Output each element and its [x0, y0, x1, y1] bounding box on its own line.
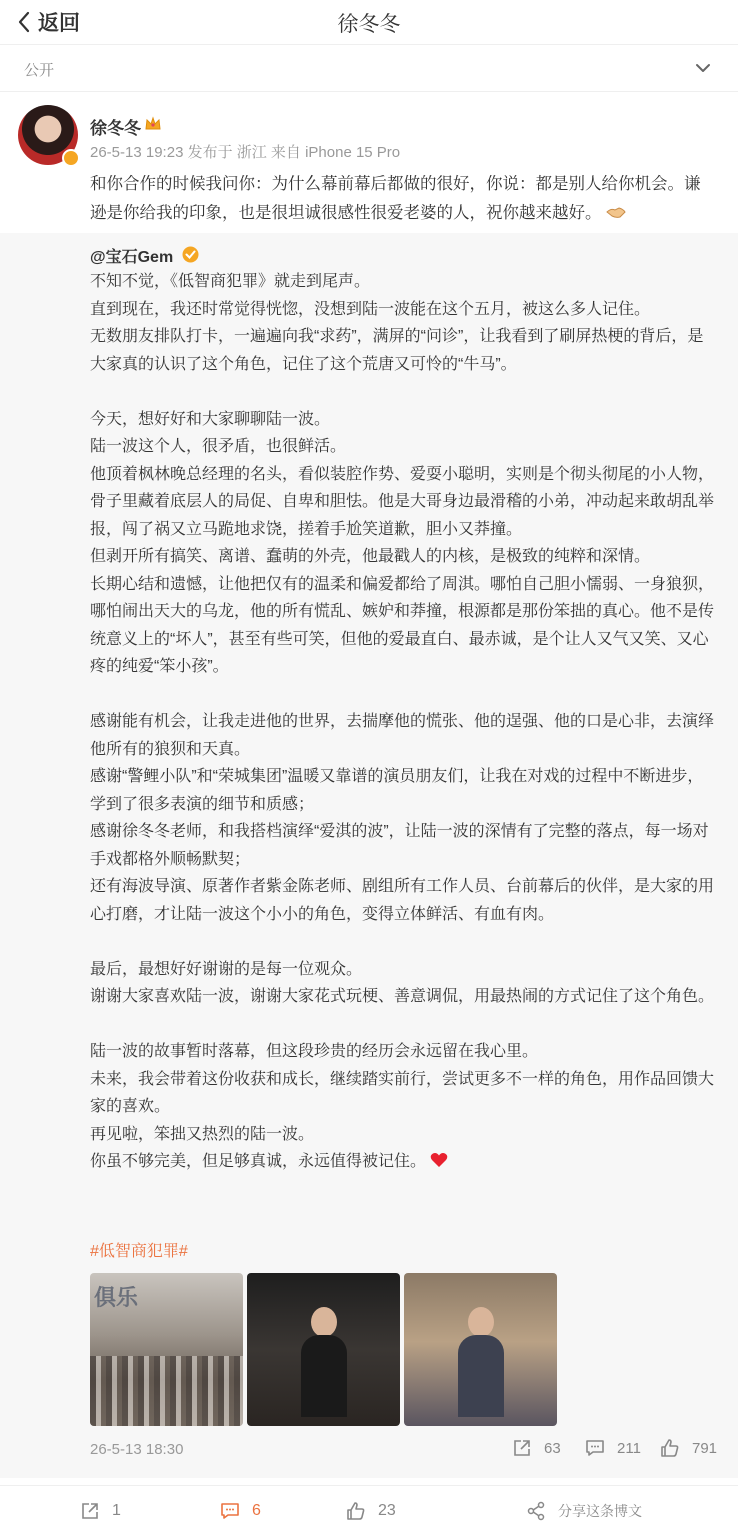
- repost-count: 1: [112, 1502, 121, 1519]
- repost-like-count: 791: [692, 1439, 718, 1457]
- post-text: [90, 170, 710, 228]
- repost-author[interactable]: @宝石Gem: [90, 249, 174, 266]
- repost-button[interactable]: [80, 1501, 121, 1521]
- image-thumbnail-1[interactable]: [90, 1273, 243, 1426]
- back-label: 返回: [38, 12, 80, 35]
- share-out-icon: [80, 1501, 100, 1521]
- comment-count: 6: [252, 1502, 261, 1519]
- image-thumbnail-2[interactable]: [247, 1273, 400, 1426]
- person-figure: [301, 1307, 347, 1417]
- post-text-content: 和你合作的时候我问你：为什么幕前幕后都做的很好，你说：都是别人给你机会。谦逊是你给我的印象，也是很坦诚很感性很爱老婆的人，祝你越来越好。: [90, 175, 701, 222]
- crowd-scene: [90, 1356, 243, 1426]
- action-bar: [0, 1485, 738, 1537]
- image-thumbnail-3[interactable]: [404, 1273, 557, 1426]
- comment-icon: [585, 1438, 605, 1458]
- visibility-label: 公开: [24, 62, 55, 79]
- like-button[interactable]: [346, 1501, 396, 1521]
- verified-badge-icon: [62, 149, 80, 167]
- share-label: 分享这条博文: [558, 1503, 642, 1519]
- hashtag-link[interactable]: #低智商犯罪#: [90, 1243, 188, 1260]
- repost-time: 26-5-13 18:30: [90, 1441, 184, 1458]
- author-name[interactable]: 徐冬冬: [90, 119, 141, 138]
- verified-icon: [182, 246, 199, 263]
- repost-footer: [0, 1430, 738, 1470]
- comment-icon: [220, 1501, 240, 1521]
- repost-repost-count: 63: [544, 1439, 561, 1457]
- repost-like-button[interactable]: [660, 1438, 717, 1458]
- like-count: 23: [378, 1502, 396, 1519]
- handshake-icon: [606, 204, 626, 220]
- visibility-selector[interactable]: [0, 44, 738, 92]
- share-icon: [526, 1501, 546, 1521]
- comment-button[interactable]: [220, 1501, 261, 1521]
- post-meta: 26-5-13 19:23 发布于 浙江 来自 iPhone 15 Pro: [90, 144, 401, 161]
- repost-body-text: 不知不觉，《低智商犯罪》就走到尾声。 直到现在，我还时常觉得恍惚，没想到陆一波能在这个五月，被这么多人记住。 无数朋友排队打卡，一遍遍向我“求药”，满屏的“问诊”，让我看到了刷屏热梗的背后，是大家真的认识了这个角色，记住了这个荒唐又可怜的“牛马”。 今天，想好好和大家聊聊陆一波。 陆一波这个人，很矛盾，也很鲜活。 他顶着枫林晚总经理的名头，看似装腔作势、爱耍小聪明，实则是个彻头彻尾的小人物，骨子里藏着底层人的局促、自卑和胆怯。他是大哥身边最滑稽的小弟，冲动起来敢胡乱举报，闯了祸又立马跪地求饶，搓着手尬笑道歉，胆小又莽撞。 但剥开所有搞笑、离谱、蠢萌的外壳，他最戳人的内核，是极致的纯粹和深情。 长期心结和遗憾，让他把仅有的温柔和偏爱都给了周淇。哪怕自己胆小懦弱、一身狼狈，哪怕闹出天大的乌龙，他的所有慌乱、嫉妒和莽撞，根源都是那份笨拙的真心。他不是传统意义上的“坏人”，甚至有些可笑，但他的爱最直白、最赤诚，是个让人又气又笑、又心疼的纯爱“笨小孩”。 感谢能有机会，让我走进他的世界，去揣摩他的慌张、他的逞强、他的口是心非，去演绎他所有的狼狈和天真。 感谢“警鲤小队”和“荣城集团”温暖又靠谱的演员朋友们，让我在对戏的过程中不断进步，学到了很多表演的细节和质感； 感谢徐冬冬老师，和我搭档演绎“爱淇的波”，让陆一波的深情有了完整的落点，每一场对手戏都格外顺畅默契； 还有海波导演、原著作者紫金陈老师、剧组所有工作人员、台前幕后的伙伴，是大家的用心打磨，才让陆一波这个小小的角色，变得立体鲜活、有血有肉。 最后，最想好好谢谢的是每一位观众。 谢谢大家喜欢陆一波，谢谢大家花式玩梗、善意调侃，用最热闹的方式记住了这个角色。 陆一波的故事暂时落幕，但这段珍贵的经历会永远留在我心里。 未来，我会带着这份收获和成长，继续踏实前行，尝试更多不一样的角色，用作品回馈大家的喜欢。 再见啦，笨拙又热烈的陆一波。 你虽不够完美，但足够真诚，永远值得被记住。: [90, 273, 715, 1170]
- share-out-icon: [512, 1438, 532, 1458]
- top-bar: [0, 0, 738, 44]
- heart-icon: [430, 1152, 448, 1168]
- chevron-down-icon: [694, 59, 712, 77]
- thumbnail-sign-text: 俱乐: [94, 1285, 139, 1310]
- thumbs-up-icon: [346, 1501, 366, 1521]
- repost-comment-button[interactable]: [585, 1438, 641, 1458]
- crown-icon: [144, 115, 162, 133]
- thumbs-up-icon: [660, 1438, 680, 1458]
- person-figure: [458, 1307, 504, 1417]
- page-title: 徐冬冬: [337, 13, 401, 36]
- repost-comment-count: 211: [617, 1439, 641, 1457]
- repost-body: [90, 268, 715, 1176]
- share-button[interactable]: [526, 1501, 642, 1521]
- repost-repost-button[interactable]: [512, 1438, 561, 1458]
